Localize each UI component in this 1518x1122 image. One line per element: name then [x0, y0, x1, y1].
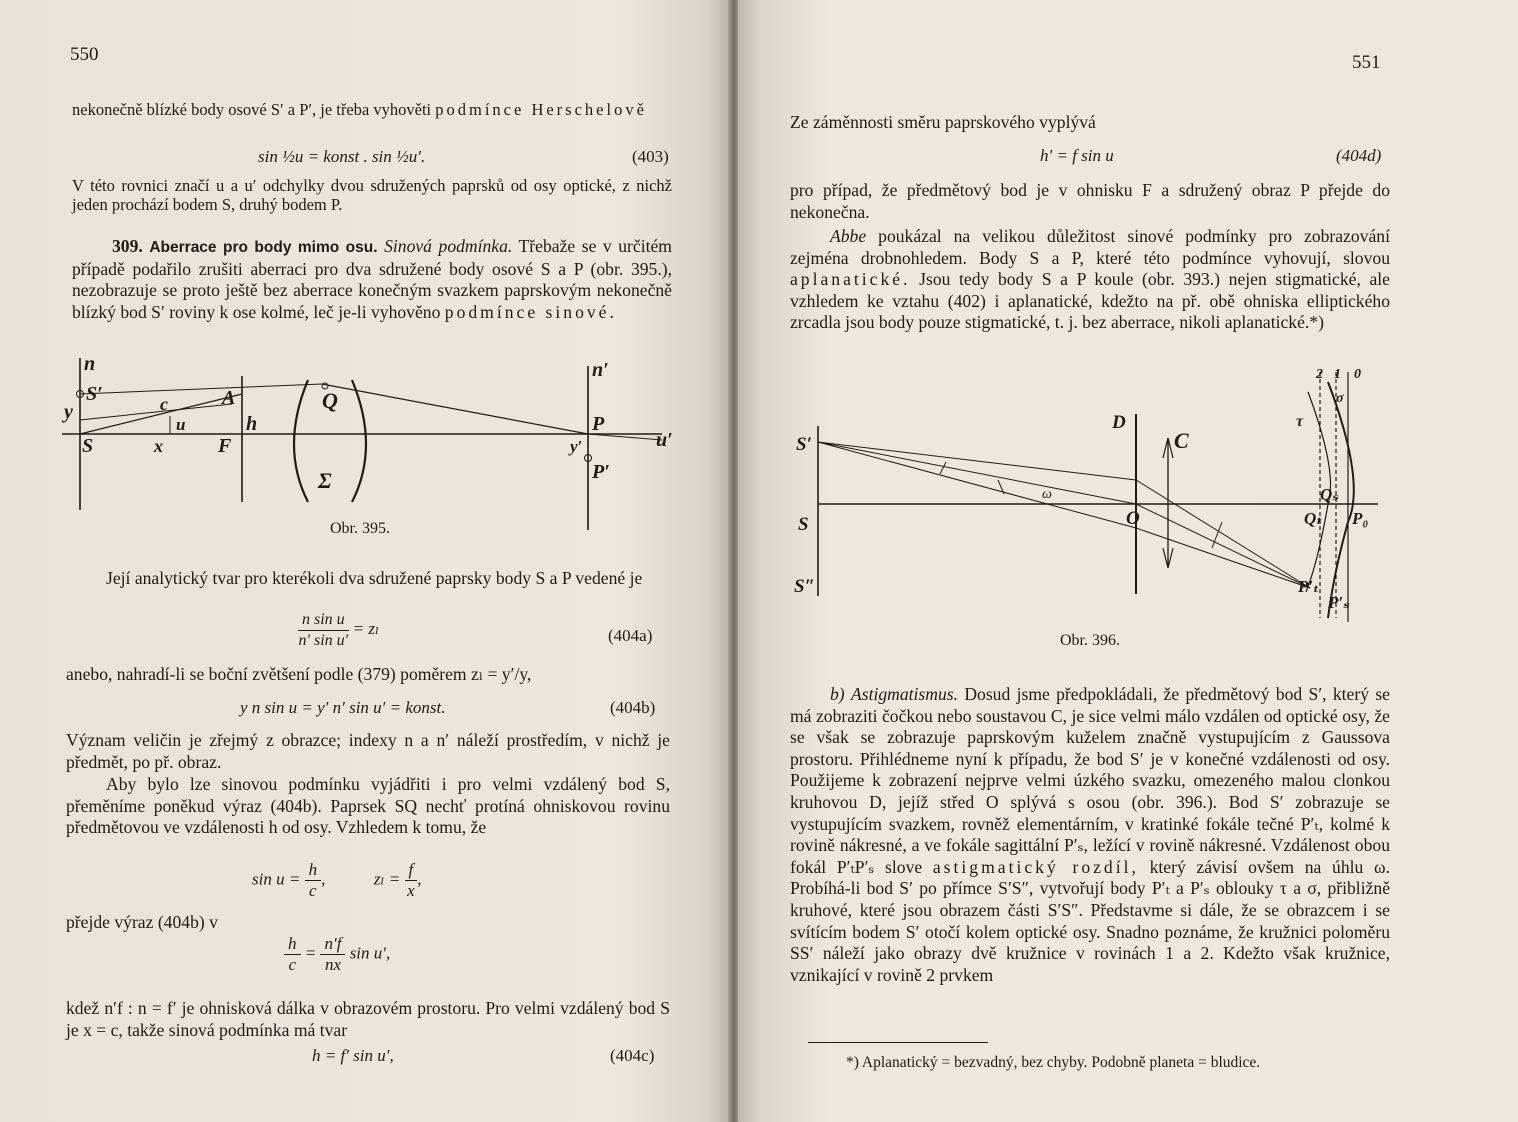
label-Qt: Qₜ [1304, 509, 1323, 528]
figure-caption: Obr. 395. [330, 520, 390, 537]
paragraph: pro případ, že předmětový bod je v ohnisku F a sdružený obraz P přejde do nekonečna. [790, 180, 1390, 222]
label-Po: P₀ [1352, 509, 1369, 528]
label-Pt: P′ₜ [1298, 577, 1320, 596]
equation-number: (403) [632, 147, 669, 166]
label-1: 1 [1334, 367, 1341, 382]
equation: h′ = f sin u [1040, 146, 1114, 165]
page-number: 550 [70, 44, 99, 65]
right-page [738, 0, 1518, 1122]
label-u: u [176, 415, 186, 434]
label-F: F [218, 435, 232, 457]
figure-395 [62, 352, 682, 538]
paragraph: Aby bylo lze sinovou podmínku vyjádřiti i pro velmi vzdálený bod S, přeměníme poněkud výraz (404b). Paprsek SQ nechť protíná ohniskovou rovinu předmětovou ve vzdálenosti h od osy. Vzhledem k tomu, že [66, 774, 670, 838]
label-P-prime: P′ [592, 461, 610, 483]
equation-number: (404b) [610, 698, 656, 717]
paragraph-astigmatism: b) Astigmatismus. Dosud jsme předpokládali, že předmětový bod S′, který se má zobraziti čočkou nebo soustavou C, je sice velmi málo vzdálen od optické osy, že se však se zobrazuje paprskovým kuželem značně vystupujícím z Gaussova prostoru. Přihlédneme nyní k případu, že bod S′ je v konečné vzdálenosti od osy. Použijeme k zobrazení nejprve velmi úzkého svazku, omezeného malou clonkou kruhovou D, jejíž střed O splývá s osou (obr. 396.). Bod S′ zobrazuje se vystupujícím svazkem, rovněž elementárním, v kratinké fokále tečné P′ₜ, kolmé k rovině nákresné, a ve fokále sagittální P′ₛ, ležící v rovině nákresné. Vzdálenost obou fokál P′ₜP′ₛ slove astigmatický rozdíl, který závisí ovšem na úhlu ω. Probíhá-li bod S′ po přímce S′S″, vytvořují body P′ₜ a P′ₛ oblouky τ a σ, přibližně kruhové, které jsou obrazem části S′S″. Představme si dále, že se obrazcem i se svítícím bodem S′ otočí kolem optické osy. Snadno poznáme, že kružnici poloměru SS′ náleží jako obrazy dvě kružnice v rovinách 1 a 2. Kdežto však kružnice, vznikající v rovině 2 prvkem [790, 684, 1390, 985]
equation: sin ½u = konst . sin ½u′. [258, 147, 426, 166]
equation: h = f′ sin u′, [312, 1046, 394, 1065]
label-0: 0 [1354, 367, 1361, 382]
equation-number: (404c) [610, 1046, 655, 1065]
label-D: D [1112, 412, 1126, 433]
paragraph: kdež n′f : n = f′ je ohnisková dálka v obrazovém prostoru. Pro velmi vzdálený bod S je x = c, takže sinová podmínka má tvar [66, 998, 670, 1040]
section-title: Aberrace pro body mimo osu. [149, 239, 378, 256]
label-h: h [246, 413, 258, 435]
label-n-prime: n′ [592, 359, 609, 381]
label-O: O [1126, 508, 1140, 529]
paragraph: Ze záměnnosti směru paprskového vyplývá [790, 112, 1096, 132]
label-C: C [1174, 428, 1189, 453]
equation-sin-u: sin u = $\frac{h}{c}$ , zₗ = $\frac{f}{x}$ , [252, 860, 422, 900]
label-u-prime: u′ [656, 429, 673, 451]
paragraph: přejde výraz (404b) v [66, 912, 218, 932]
section-number: 309. [112, 236, 143, 256]
label-c: c [160, 394, 168, 414]
label-tau: τ [1296, 413, 1304, 430]
label-Qs: Qₛ [1320, 485, 1339, 504]
figure-caption: Obr. 396. [1060, 632, 1120, 649]
equation: y n sin u = y′ n′ sin u′ = konst. [240, 698, 446, 717]
equation-number: (404a) [608, 626, 653, 645]
label-y-prime: y′ [570, 437, 583, 456]
label-S: S [82, 435, 94, 457]
footnote-rule [808, 1042, 988, 1043]
label-P: P [592, 413, 605, 435]
section-309: 309. Aberrace pro body mimo osu. Sinová podmínka. Třebaže se v určitém případě podařilo zrušiti aberraci pro dva sdružené body osové S a P (obr. 395.), nezobrazuje se proto ještě bez aberrace konečným svazkem paprskovým nekonečně blízký bod S′ roviny k ose kolmé, leč je-li vyhověno podmínce sinové. [72, 236, 672, 322]
label-Ps: P′ₛ [1328, 593, 1350, 612]
equation-h-c: $\frac{h}{c}$ = $\frac{n'f}{nx}$ sin u′, [284, 934, 390, 975]
label-Q: Q [322, 388, 338, 413]
label-sigma: σ [1336, 391, 1344, 406]
paragraph: Její analytický tvar pro kterékoli dva sdružené paprsky body S a P vedené je [106, 568, 643, 588]
label-S-prime: S′ [86, 383, 103, 405]
paragraph: anebo, nahradí-li se boční zvětšení podle (379) poměrem zₗ = y′/y, [66, 664, 532, 684]
paragraph: Abbe poukázal na velikou důležitost sinové podmínky pro zobrazování zejména drobnohledem. Body S a P, které této podmínce vyhovují, slovou aplanatické. Jsou tedy body S a P koule (obr. 393.) nejen stigmatické, ale vzhledem ke vztahu (402) i aplanatické, kdežto na př. obě ohniska elliptického zrcadla jsou body pouze stigmatické, t. j. bez aberrace, nikoli aplanatické.*) [790, 226, 1390, 333]
page-number: 551 [1352, 52, 1381, 73]
label-2: 2 [1316, 367, 1323, 382]
equation-number: (404d) [1336, 146, 1382, 165]
equation-404a: $\frac{\text{n sin u}}{\text{n′ sin u′}}$ = zₗ [298, 611, 380, 649]
paragraph: nekonečně blízké body osové S′ a P′, je třeba vyhověti podmínce Herschelově [72, 100, 647, 119]
label-x: x [154, 436, 163, 456]
footnote: *) Aplanatický = bezvadný, bez chyby. Podobně planeta = bludice. [846, 1054, 1261, 1071]
label-Sigma: Σ [318, 468, 332, 493]
label-S-double-prime: S″ [794, 576, 816, 597]
paragraph: Význam veličin je zřejmý z obrazce; indexy n a n′ náleží prostředím, v nichž je předmět, po př. obraz. [66, 730, 670, 772]
label-omega: ω [1042, 487, 1052, 502]
label-n: n [84, 353, 96, 375]
label-S-prime: S′ [796, 434, 812, 455]
figure-396 [788, 362, 1392, 630]
label-A: A [222, 387, 236, 409]
paragraph: V této rovnici značí u a u′ odchylky dvou sdružených paprsků od osy optické, z nichž jeden prochází bodem S, druhý bodem P. [72, 176, 672, 214]
left-page [0, 0, 730, 1122]
label-y: y [64, 401, 73, 423]
label-S: S [798, 514, 809, 535]
